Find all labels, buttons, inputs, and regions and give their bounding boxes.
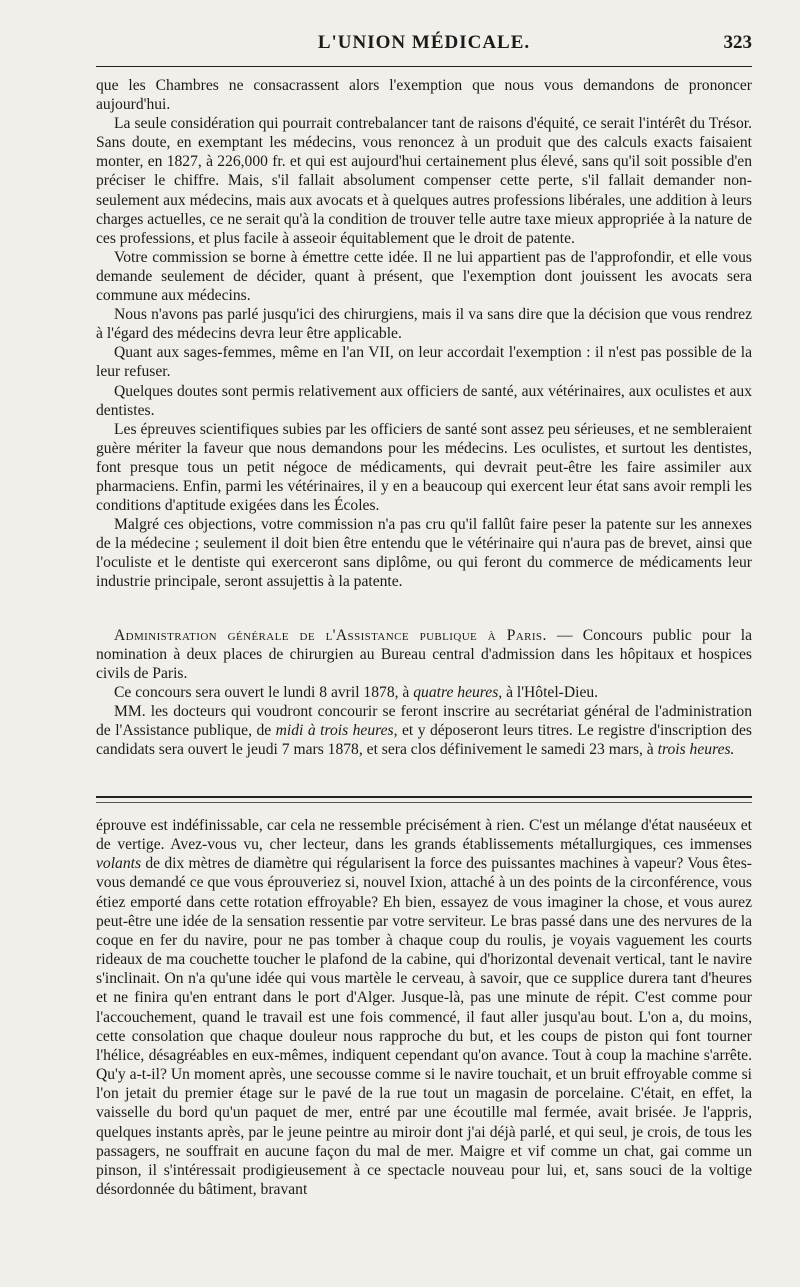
text-run: et y déposeront leurs titres. Le registre d'inscription des candidats sera ouvert le jeudi 7 mars 1878, et sera clos définivement le samedi 23 mars, à	[96, 722, 752, 759]
text-run: MM. les docteurs qui voudront concourir se feront inscrire au secrétariat général de l'administration de l'Assistance publique, de	[96, 702, 752, 739]
announcement-paragraph	[96, 626, 752, 683]
text-run: de dix mètres de diamètre qui régularisent la force des puissantes machines à vapeur? Vous êtes-vous demandé ce que vous éprouveriez si, nouvel Ixion, attaché à un des points de la circonférence, vous étiez emporté dans cette rotation effroyable? Eh bien, essayez de vous imaginer la chose, et vous aurez peut-être une idée de la sensation ressentie par votre serviteur. Le bras passé dans une des nervures de la coque en fer du navire, pour ne pas tomber à chaque coup du roulis, je voyais vaguement les courts rideaux de ma couchette toucher le plafond de la cabine, qui d'horizontal devenait vertical, tant le navire s'inclinait. On n'a qu'une idée qui vous martèle le cerveau, à savoir, que ce supplice durera tant d'heures et ne finira qu'en entrant dans le port d'Alger. Jusque-là, pas une minute de répit. C'est comme pour l'accouchement, quand le travail est une fois commencé, il faut aller jusqu'au bout. L'on a, du moins, cette consolation que chaque douleur nous rapproche du but, et les coups de piston qui font tourner l'hélice, désagréables en eux-mêmes, indiquent cependant qu'on avance. Tout à coup la machine s'arrête. Qu'y a-t-il? Un moment après, une secousse comme si le navire touchait, et un bruit effroyable comme si l'on jetait du premier étage sur le pavé de la rue tout un magasin de porcelaine. C'était, en effet, la vaisselle du bord qu'un paquet de mer, entré par une écoutille mal fermée, avait brisée. Je l'appris, quelques instants après, par le jeune peintre au miroir dont j'ai déjà parlé, et qui seul, je crois, de tous les passagers, ne souffrait en aucune façon du mal de mer. Maigre et vif comme un chat, gai comme un pinson, il s'intéressait prodigieusement à ce spectacle nouveau pour lui, et, sans souci de la voltige désordonnée du bâtiment, bravant	[96, 855, 752, 1198]
article-paragraph: Les épreuves scientifiques subies par les officiers de santé sont assez peu sérieuses, et ne sembleraient guère mériter la faveur que nous demandons pour les médecins. Les oculistes, et surtout les dentistes, font presque tous un petit négoce de médicaments, qui devrait peut-être les faire assimiler aux pharmaciens. Enfin, parmi les vétérinaires, il y en a beaucoup qui exercent leur état sans avoir rempli les conditions d'aptitude exigées dans les Écoles.	[96, 420, 752, 515]
page-number: 323	[723, 32, 752, 53]
article-paragraph: Quelques doutes sont permis relativement aux officiers de santé, aux vétérinaires, aux oculistes et aux dentistes.	[96, 382, 752, 419]
feuilleton-body	[96, 816, 752, 1199]
text-run: à l'Hôtel-Dieu.	[502, 683, 599, 701]
header-rule	[96, 66, 752, 67]
article-paragraph: Nous n'avons pas parlé jusqu'ici des chirurgiens, mais il va sans dire que la décision que vous rendrez à l'égard des médecins devra leur être applicable.	[96, 306, 752, 343]
emphasis: trois heures.	[657, 741, 735, 759]
article-paragraph: que les Chambres ne consacrassent alors l'exemption que nous vous demandons de prononcer aujourd'hui.	[96, 77, 752, 114]
article-paragraph: Malgré ces objections, votre commission n'a pas cru qu'il fallût faire peser la patente sur les annexes de la médecine ; seulement il doit bien être entendu que le vétérinaire qui n'aura pas de brevet, ainsi que l'oculiste et le dentiste qui exerceront sans diplôme, ou qui feront du commerce de médicaments leur industrie principale, seront assujettis à la patente.	[96, 516, 752, 591]
article-body	[96, 76, 752, 759]
section-divider-thin	[96, 802, 752, 803]
running-title: L'UNION MÉDICALE.	[317, 32, 531, 53]
emphasis: midi à trois heures,	[275, 722, 398, 739]
page-header	[96, 32, 752, 56]
announcement-heading: Administration générale de l'Assistance publique à Paris.	[114, 626, 547, 644]
announcement-paragraph	[96, 683, 752, 702]
announcement-paragraph	[96, 702, 752, 759]
announcement-heading-rest: — Concours public pour la nomination à deux places de chirurgien au Bureau central d'admission dans les hôpitaux et hospices civils de Paris.	[96, 626, 752, 682]
emphasis: quatre heures,	[413, 683, 503, 701]
text-run: Ce concours sera ouvert le lundi 8 avril 1878, à	[114, 683, 414, 701]
article-paragraph: Votre commission se borne à émettre cette idée. Il ne lui appartient pas de l'approfondir, et elle vous demande seulement de décider, quant à présent, que l'exemption dont jouissent les avocats sera commune aux médecins.	[96, 248, 752, 305]
section-divider	[96, 796, 752, 798]
article-paragraph: La seule considération qui pourrait contrebalancer tant de raisons d'équité, ce serait l'intérêt du Trésor. Sans doute, en exemptant les médecins, vous renoncez à un produit que des calculs exacts faisaient monter, en 1827, à 226,000 fr. et qui est aujourd'hui certainement plus élevé, sans qu'il soit possible d'en préciser le chiffre. Mais, s'il fallait absolument compenser cette perte, s'il fallait demander non-seulement aux médecins, mais aux avocats et à quelques autres professions libérales, une addition à leurs charges actuelles, ce ne serait qu'à la condition de trouver telle autre taxe mieux appropriée à la nature de ces professions, et plus facile à asseoir équitablement que le droit de patente.	[96, 115, 752, 247]
emphasis: volants	[96, 855, 142, 873]
text-run: éprouve est indéfinissable, car cela ne ressemble précisément à rien. C'est un mélange d'état nauséeux et de vertige. Avez-vous vu, cher lecteur, dans les grands établissements métallurgiques, ces immenses	[96, 817, 752, 854]
feuilleton-paragraph	[96, 816, 752, 1199]
article-paragraph: Quant aux sages-femmes, même en l'an VII, on leur accordait l'exemption : il n'est pas possible de la leur refuser.	[96, 344, 752, 381]
